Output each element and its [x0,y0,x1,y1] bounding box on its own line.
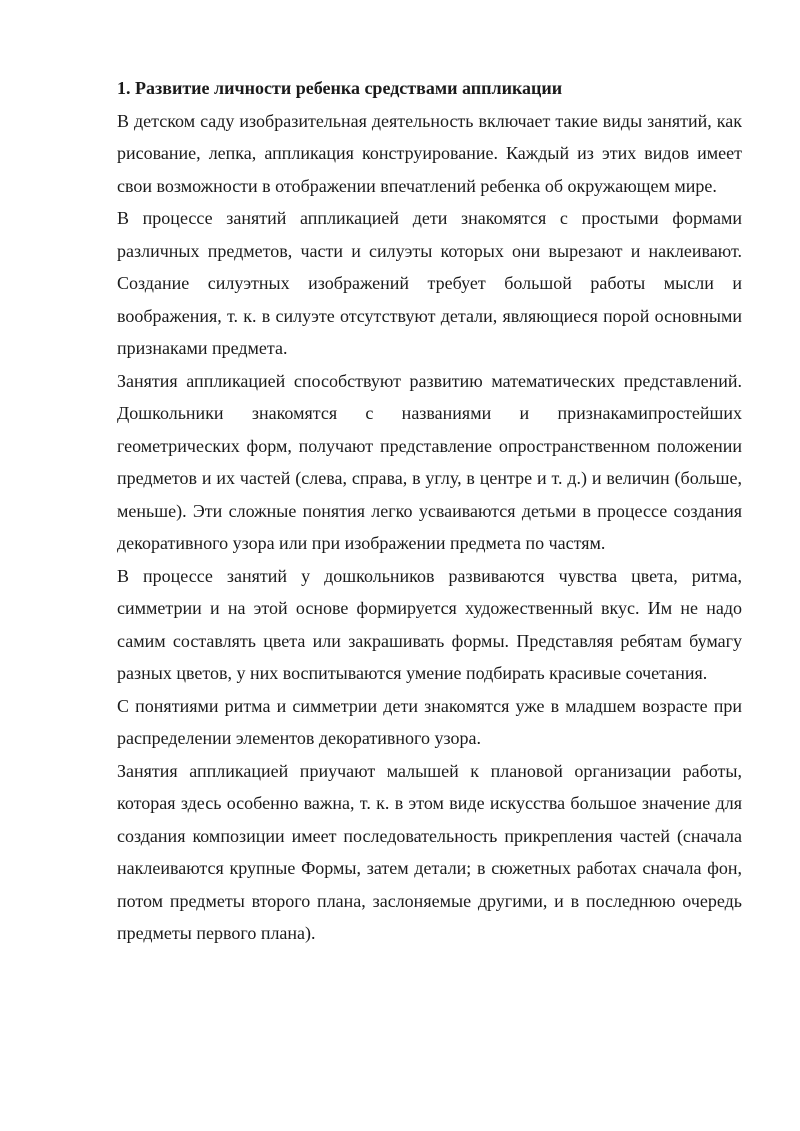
paragraph: В процессе занятий у дошкольников развиваются чувства цвета, ритма, симметрии и на этой основе формируется художественный вкус. Им не надо самим составлять цвета или закрашивать формы. Представляя ребятам бумагу разных цветов, у них воспитываются умение подбирать красивые сочетания. [117,565,742,683]
paragraph: Занятия аппликацией способствуют развитию математических представлений. Дошкольники знакомятся с названиями и признакамипростейших геометрических форм, получают представление опространственном положении предметов и их частей (слева, справа, в углу, в центре и т. д.) и величин (больше, меньше). Эти сложные понятия легко усваиваются детьми в процессе создания декоративного узора или при изображении предмета по частям. [117,370,742,553]
paragraph: В процессе занятий аппликацией дети знакомятся с простыми формами различных предметов, части и силуэты которых они вырезают и наклеивают. Создание силуэтных изображений требует большой работы мысли и воображения, т. к. в силуэте отсутствуют детали, являющиеся порой основными признаками предмета. [117,208,742,358]
paragraph: Занятия аппликацией приучают малышей к плановой организации работы, которая здесь особенно важна, т. к. в этом виде искусства большое значение для создания композиции имеет последовательность прикрепления частей (сначала наклеиваются крупные Формы, затем детали; в сюжетных работах сначала фон, потом предметы второго плана, заслоняемые другими, и в последнюю очередь предметы первого плана). [117,760,742,943]
section-heading: 1. Развитие личности ребенка средствами аппликации [117,78,563,98]
document-page [117,72,742,950]
paragraph: В детском саду изобразительная деятельность включает такие виды занятий, как рисование, лепка, аппликация конструирование. Каждый из этих видов имеет свои возможности в отображении впечатлений ребенка об окружающем мире. [117,110,742,196]
paragraph: С понятиями ритма и симметрии дети знакомятся уже в младшем возрасте при распределении элементов декоративного узора. [117,695,742,748]
